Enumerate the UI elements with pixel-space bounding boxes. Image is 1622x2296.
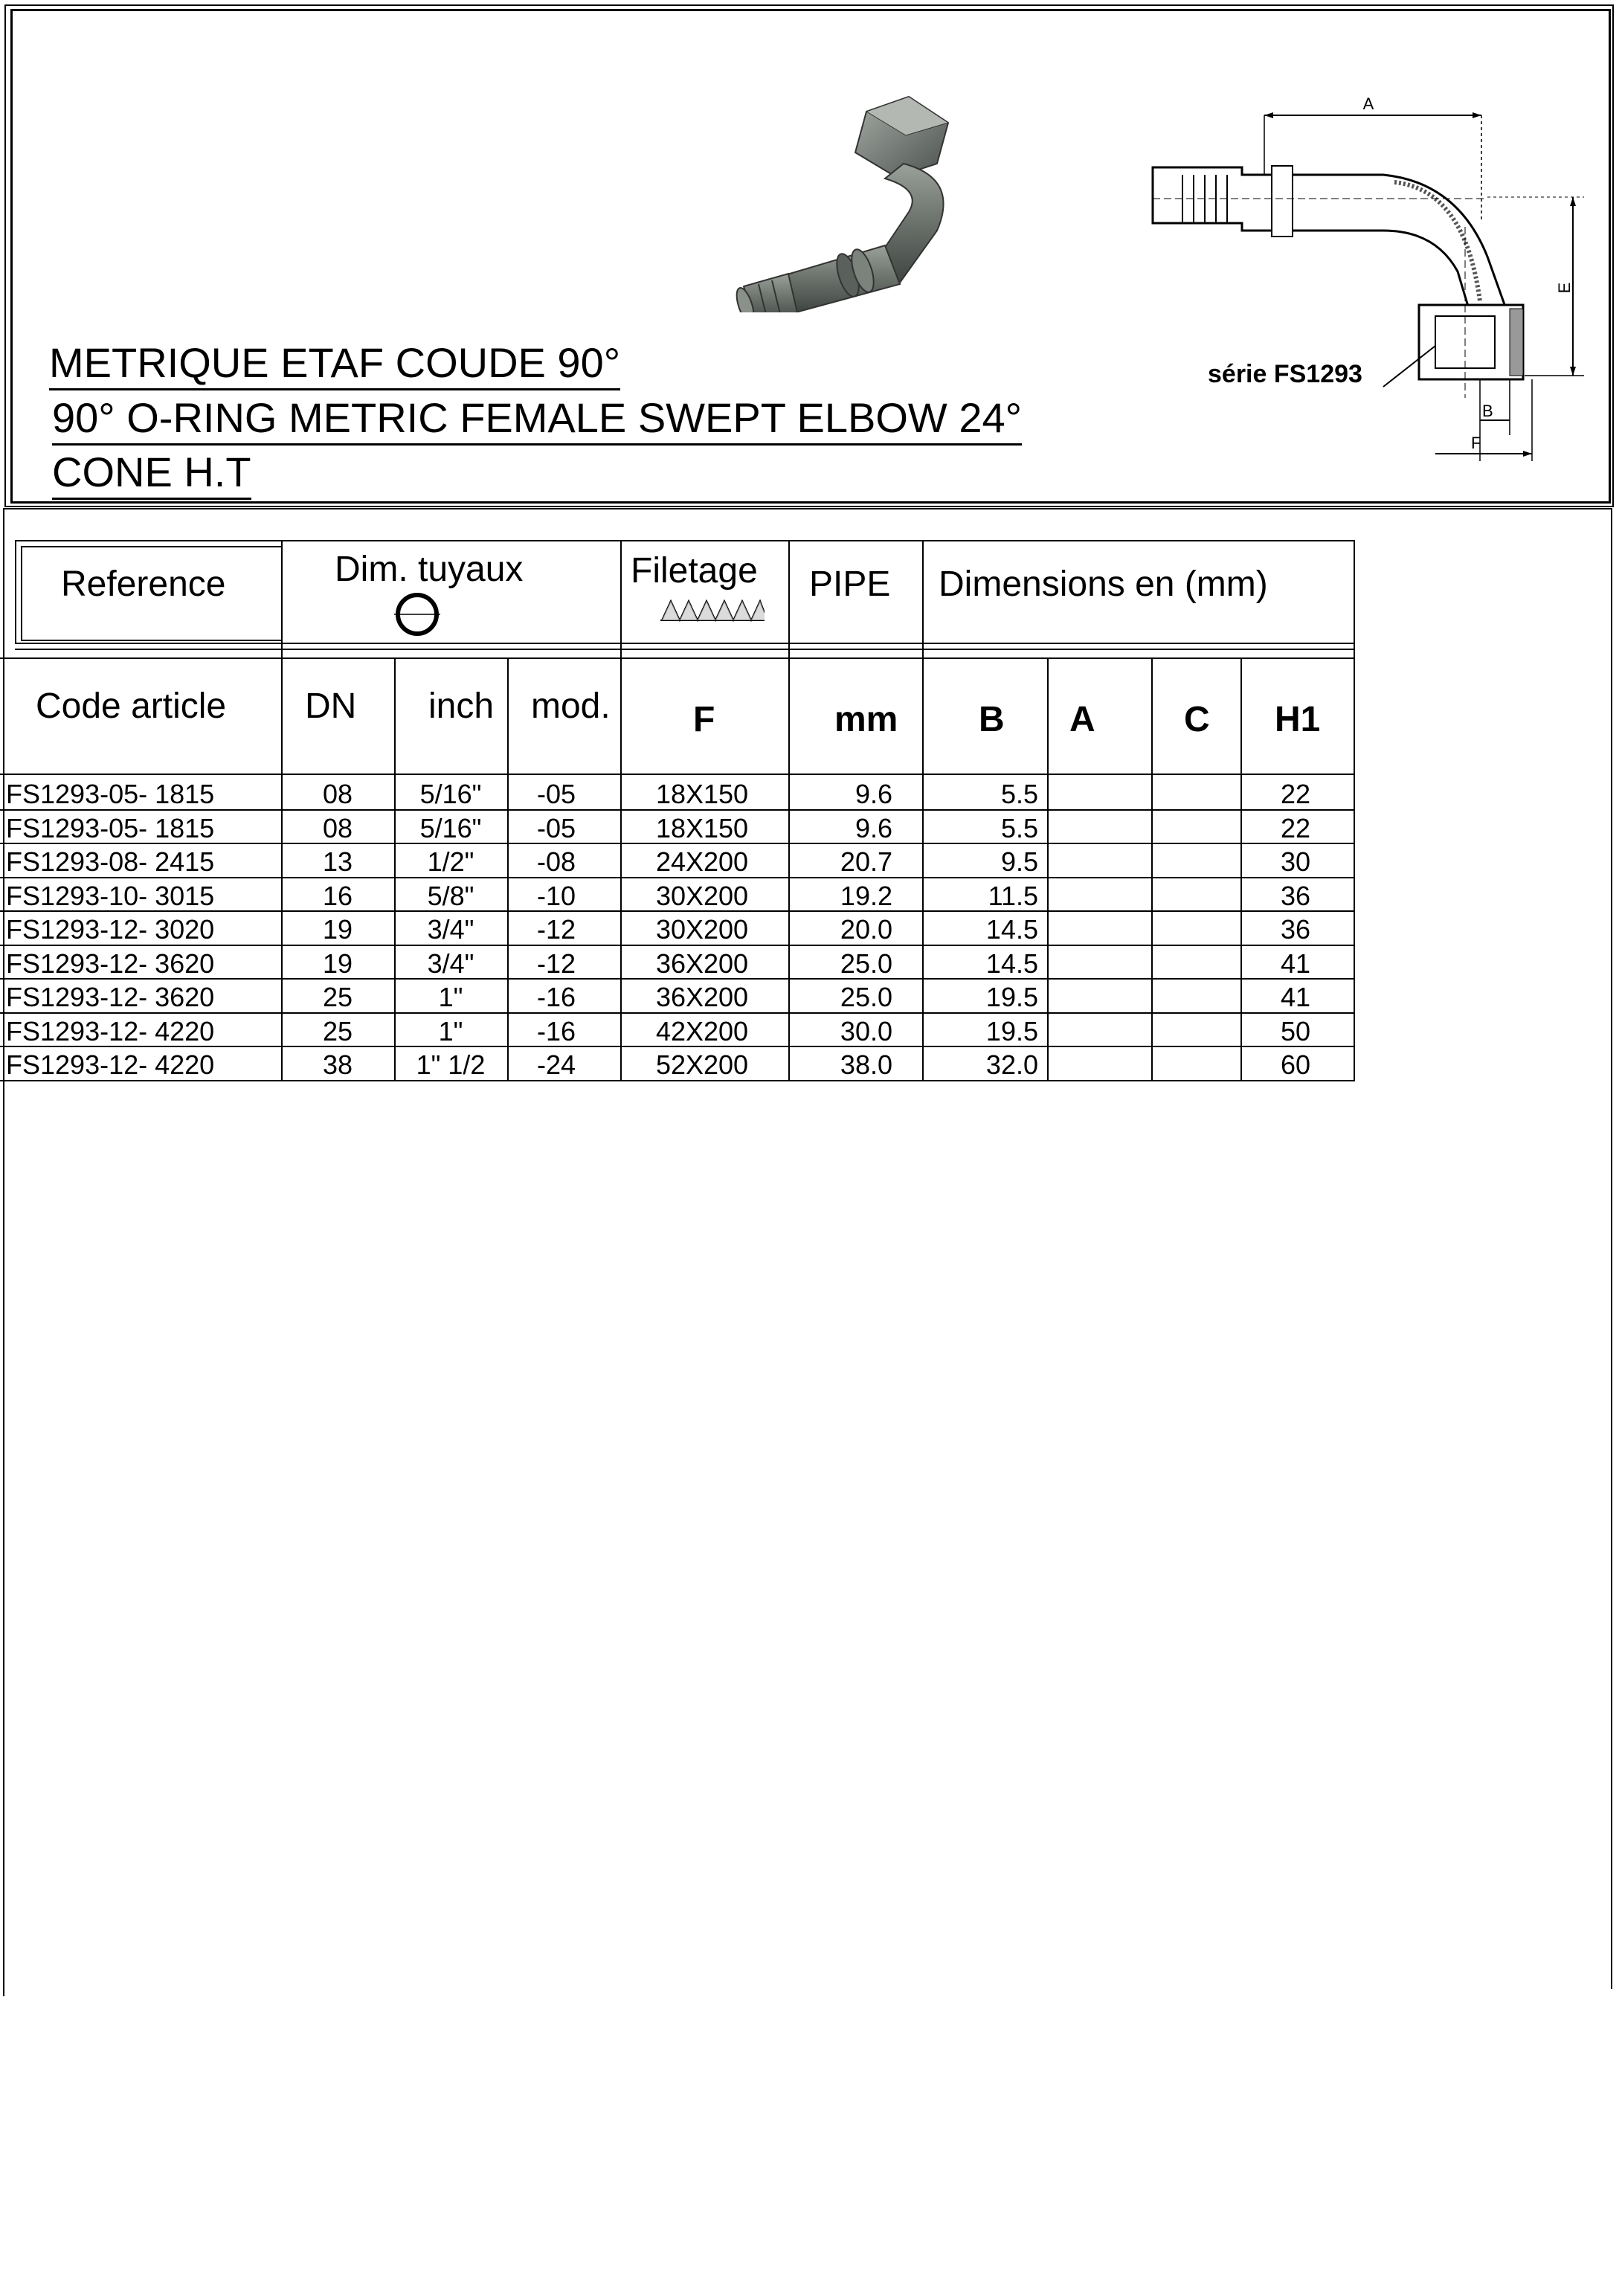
cell-b: 19.5 (985, 982, 1038, 1012)
header-reference: Reference (61, 565, 226, 604)
cell-mm: 25.0 (840, 948, 892, 979)
cell-inch: 1" (438, 982, 463, 1012)
header-divider (15, 649, 1354, 650)
cell-h1: 41 (1280, 982, 1311, 1012)
cell-inch: 1" (438, 1015, 463, 1046)
cell-f: 42X200 (655, 1015, 749, 1046)
page-left-border (3, 509, 4, 1996)
header-dimensions: Dimensions en (mm) (939, 565, 1268, 604)
cell-mm: 20.0 (840, 914, 892, 945)
cell-b: 11.5 (988, 880, 1038, 911)
subheader-code: Code article (36, 686, 227, 726)
title-line-2: 90° O-RING METRIC FEMALE SWEPT ELBOW 24° (52, 397, 1022, 446)
cell-mod: -05 (536, 812, 576, 843)
cell-h1: 50 (1280, 1015, 1311, 1046)
cell-f: 30X200 (655, 914, 749, 945)
subheader-h1: H1 (1275, 700, 1321, 739)
header-separator (3, 508, 1612, 509)
subheader-b: B (979, 700, 1005, 739)
subheader-mod: mod. (531, 686, 611, 726)
cell-inch: 5/16" (419, 779, 482, 809)
cell-inch: 1/2" (427, 846, 474, 877)
cell-b: 9.5 (1000, 846, 1038, 877)
cell-mm: 30.0 (840, 1015, 892, 1046)
cell-mm: 20.7 (840, 846, 892, 877)
cell-code: FS1293-10- 3015 (6, 880, 215, 911)
cell-mod: -24 (536, 1049, 576, 1080)
dim-label-a: A (1362, 94, 1374, 113)
subheader-c: C (1184, 700, 1210, 739)
cell-code: FS1293-12- 4220 (6, 1015, 215, 1046)
subheader-inch: inch (428, 686, 495, 726)
cell-code: FS1293-12- 4220 (6, 1049, 215, 1080)
cell-dn: 16 (322, 880, 353, 911)
cell-dn: 19 (322, 914, 353, 945)
subheader-mm: mm (834, 700, 898, 739)
cell-inch: 3/4" (427, 948, 474, 979)
cell-mod: -08 (536, 846, 576, 877)
cell-h1: 36 (1280, 880, 1311, 911)
diameter-icon (391, 592, 443, 637)
cell-b: 5.5 (1000, 779, 1038, 809)
cell-code: FS1293-08- 2415 (6, 846, 215, 877)
title-line-1: METRIQUE ETAF COUDE 90° (49, 342, 620, 390)
cell-f: 18X150 (655, 812, 749, 843)
cell-b: 14.5 (985, 948, 1038, 979)
cell-inch: 1" 1/2 (416, 1049, 486, 1080)
cell-mod: -12 (536, 914, 576, 945)
series-label: série FS1293 (1208, 360, 1362, 388)
cell-mm: 25.0 (840, 982, 892, 1012)
dim-label-b: B (1482, 402, 1493, 420)
cell-b: 14.5 (985, 914, 1038, 945)
page-right-border (1611, 509, 1612, 1989)
subheader-a: A (1069, 700, 1095, 739)
thread-icon (660, 598, 765, 623)
cell-dn: 25 (322, 982, 353, 1012)
cell-f: 24X200 (655, 846, 749, 877)
header-dim-tuyaux: Dim. tuyaux (335, 550, 524, 589)
cell-h1: 22 (1280, 812, 1311, 843)
cell-mm: 9.6 (855, 812, 892, 843)
cell-f: 30X200 (655, 880, 749, 911)
cell-f: 52X200 (655, 1049, 749, 1080)
cell-dn: 38 (322, 1049, 353, 1080)
dim-label-f: F (1471, 434, 1481, 452)
cell-b: 19.5 (985, 1015, 1038, 1046)
cell-dn: 08 (322, 812, 353, 843)
header-pipe: PIPE (809, 565, 891, 604)
cell-inch: 3/4" (427, 914, 474, 945)
cell-mod: -12 (536, 948, 576, 979)
cell-f: 18X150 (655, 779, 749, 809)
cell-h1: 60 (1280, 1049, 1311, 1080)
header-filetage: Filetage (631, 551, 758, 591)
dim-label-e: E (1555, 282, 1574, 294)
cell-f: 36X200 (655, 982, 749, 1012)
cell-f: 36X200 (655, 948, 749, 979)
cell-mod: -16 (536, 982, 576, 1012)
cell-dn: 08 (322, 779, 353, 809)
cell-dn: 13 (322, 846, 353, 877)
cell-h1: 36 (1280, 914, 1311, 945)
cell-mod: -10 (536, 880, 576, 911)
cell-code: FS1293-12- 3020 (6, 914, 215, 945)
cell-code: FS1293-12- 3620 (6, 948, 215, 979)
subheader-dn: DN (305, 686, 357, 726)
cell-b: 32.0 (985, 1049, 1038, 1080)
cell-h1: 41 (1280, 948, 1311, 979)
subheader-f: F (693, 700, 715, 739)
cell-dn: 19 (322, 948, 353, 979)
cell-code: FS1293-12- 3620 (6, 982, 215, 1012)
technical-drawing (1138, 93, 1584, 465)
cell-inch: 5/8" (427, 880, 474, 911)
cell-h1: 22 (1280, 779, 1311, 809)
cell-b: 5.5 (1000, 812, 1038, 843)
cell-h1: 30 (1280, 846, 1311, 877)
cell-mm: 9.6 (855, 779, 892, 809)
cell-mod: -05 (536, 779, 576, 809)
fitting-photo (714, 89, 982, 312)
cell-mod: -16 (536, 1015, 576, 1046)
cell-code: FS1293-05- 1815 (6, 812, 215, 843)
cell-mm: 38.0 (840, 1049, 892, 1080)
cell-inch: 5/16" (419, 812, 482, 843)
cell-dn: 25 (322, 1015, 353, 1046)
cell-mm: 19.2 (840, 880, 892, 911)
title-line-3: CONE H.T (52, 451, 251, 500)
cell-code: FS1293-05- 1815 (6, 779, 215, 809)
